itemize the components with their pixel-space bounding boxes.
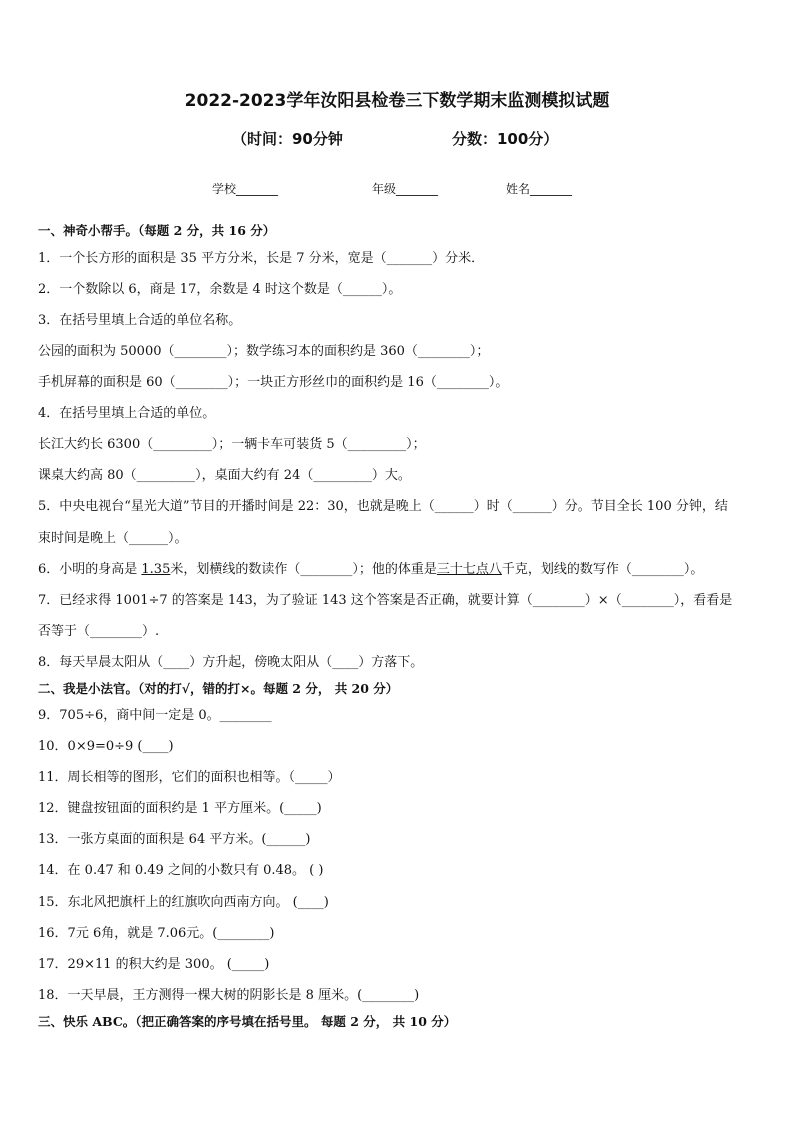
question-6-middle: 米，划横线的数读作（________）；他的体重是 <box>170 562 437 577</box>
question-7-line-b: 否等于（________）. <box>38 624 160 639</box>
question-7-line-a: 7．已经求得 1001÷7 的答案是 143，为了验证 143 这个答案是否正确，就要计算（________）×（________），看看是 <box>38 593 733 608</box>
question-4: 4．在括号里填上合适的单位。 <box>38 406 216 421</box>
question-17: 17．29×11 的积大约是 300。 (_____) <box>38 957 270 972</box>
question-6-prefix: 6．小明的身高是 <box>38 562 142 577</box>
exam-info <box>0 128 794 152</box>
question-13: 13．一张方桌面的面积是 64 平方米。(______) <box>38 832 311 847</box>
question-12: 12．键盘按钮面的面积约是 1 平方厘米。(_____) <box>38 801 322 816</box>
question-4-line-b: 课桌大约高 80（_________），桌面大约有 24（_________）大。 <box>38 468 411 483</box>
section-heading-1: 一、神奇小帮手。（每题 2 分，共 16 分） <box>38 223 276 238</box>
section-heading-2: 二、我是小法官。（对的打√，错的打×。每题 2 分， 共 20 分） <box>38 681 399 696</box>
question-3: 3．在括号里填上合适的单位名称。 <box>38 313 242 328</box>
school-field: 学校_______ <box>212 182 279 196</box>
question-15: 15．东北风把旗杆上的红旗吹向西南方向。 (____) <box>38 895 329 910</box>
question-2: 2．一个数除以 6，商是 17，余数是 4 时这个数是（______）。 <box>38 282 402 297</box>
section-heading-3: 三、快乐 ABC。（把正确答案的序号填在括号里。 每题 2 分， 共 10 分） <box>38 1014 457 1029</box>
grade-field: 年级_______ <box>372 182 439 196</box>
question-6-suffix: 千克，划线的数写作（________）。 <box>501 562 704 577</box>
question-8: 8．每天早晨太阳从（____）方升起，傍晚太阳从（____）方落下。 <box>38 655 424 670</box>
question-11: 11．周长相等的图形，它们的面积也相等。（_____） <box>38 770 341 785</box>
question-16: 16．7元 6角，就是 7.06元。(________) <box>38 926 275 941</box>
total-score: 分数：100分） <box>452 130 559 148</box>
question-9: 9．705÷6，商中间一定是 0。________ <box>38 708 272 723</box>
question-10: 10．0×9=0÷9 (____) <box>38 739 174 754</box>
question-14: 14．在 0.47 和 0.49 之间的小数只有 0.48。 ( ) <box>38 863 324 878</box>
student-info-row <box>0 180 794 200</box>
underlined-weight: 三十七点八 <box>436 562 502 577</box>
page-title: 2022-2023学年汝阳县检卷三下数学期末监测模拟试题 <box>184 91 610 111</box>
question-3-line-b: 手机屏幕的面积是 60（________）；一块正方形丝巾的面积约是 16（________）。 <box>38 375 509 390</box>
question-3-line-a: 公园的面积为 50000（________）；数学练习本的面积约是 360（________）； <box>38 344 490 359</box>
name-field: 姓名_______ <box>506 182 573 196</box>
underlined-height: 1.35 <box>141 562 171 577</box>
question-5-line-a: 5．中央电视台“星光大道”节目的开播时间是 22：30，也就是晚上（______）时（______）分。节目全长 100 分钟，结 <box>38 499 728 514</box>
question-5-line-b: 束时间是晚上（______）。 <box>38 531 188 546</box>
question-1: 1．一个长方形的面积是 35 平方分米，长是 7 分米，宽是（_______）分米． <box>38 251 485 266</box>
question-4-line-a: 长江大约长 6300（_________）；一辆卡车可装货 5（_________）； <box>38 437 426 452</box>
time-limit: （时间：90分钟 <box>232 130 343 148</box>
question-6 <box>38 562 703 578</box>
question-18: 18．一天早晨，王方测得一棵大树的阴影长是 8 厘米。(________) <box>38 988 420 1003</box>
